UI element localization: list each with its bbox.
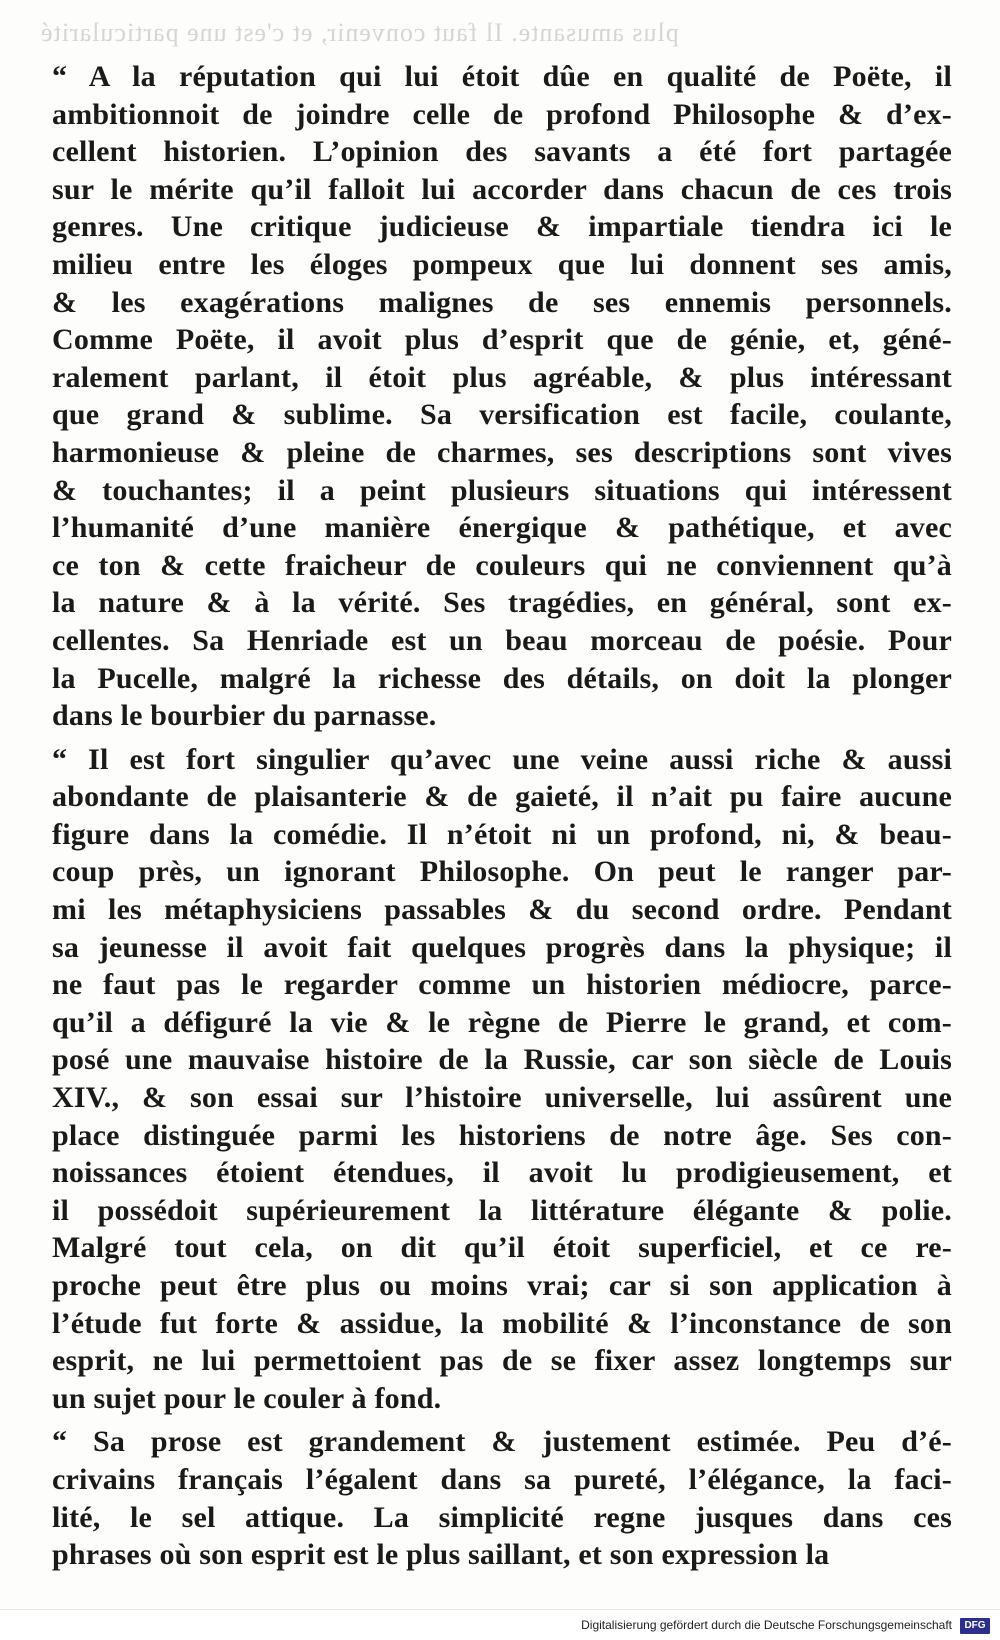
text-line: que grand & sublime. Sa versification est facile, coulante,	[52, 398, 952, 432]
text-line: sur le mérite qu’il falloit lui accorder dans chacun de ces trois	[52, 172, 952, 206]
text-line: coup près, un ignorant Philosophe. On peut le ranger par-	[52, 855, 952, 889]
text-line: lité, le sel attique. La simplicité regne jusques dans ces	[52, 1500, 952, 1534]
text-line: proche peut être plus ou moins vrai; car si son application à	[52, 1269, 952, 1302]
bleed-through-text: plus amusante. Il faut convenir, et c'est une particularité	[40, 18, 679, 47]
text-line: crivains français l’égalent dans sa pureté, l’élégance, la faci-	[52, 1462, 952, 1496]
text-line: dans le bourbier du parnasse.	[52, 699, 437, 733]
text-line: il possédoit supérieurement la littérature élégante & polie.	[52, 1193, 952, 1227]
text-line: phrases où son esprit est le plus saillant, et son expression la	[52, 1538, 830, 1572]
text-line: & touchantes; il a peint plusieurs situations qui intéressent	[52, 473, 952, 507]
funding-credit: Digitalisierung gefördert durch die Deutsche Forschungsgemeinschaft	[581, 1618, 952, 1632]
text-line: “ Il est fort singulier qu’avec une veine aussi riche & aussi	[52, 742, 952, 776]
text-line: l’humanité d’une manière énergique & pathétique, et avec	[52, 511, 952, 545]
paragraph	[52, 1423, 952, 1573]
text-line: figure dans la comédie. Il n’étoit ni un profond, ni, & beau-	[52, 817, 952, 851]
text-line: & les exagérations malignes de ses ennemis personnels.	[52, 285, 952, 319]
text-line: la Pucelle, malgré la richesse des détails, on doit la plonger	[52, 661, 952, 695]
text-line: XIV., & son essai sur l’histoire universelle, lui assûrent une	[52, 1081, 952, 1115]
text-line: la nature & à la vérité. Ses tragédies, en général, sont ex-	[52, 586, 952, 620]
dfg-logo: DFG	[960, 1618, 990, 1634]
text-line: harmonieuse & pleine de charmes, ses descriptions sont vives	[52, 435, 952, 469]
text-line: l’étude fut forte & assidue, la mobilité & l’inconstance de son	[52, 1306, 952, 1340]
text-line: qu’il a défiguré la vie & le règne de Pierre le grand, et com-	[52, 1005, 952, 1039]
body-text	[52, 58, 952, 1580]
text-line: Comme Poëte, il avoit plus d’esprit que de génie, et, géné-	[52, 323, 952, 357]
paragraph	[52, 58, 952, 735]
text-line: cellent historien. L’opinion des savants a été fort partagée	[52, 135, 952, 169]
text-line: ambitionnoit de joindre celle de profond Philosophe & d’ex-	[52, 97, 952, 131]
text-line: mi les métaphysiciens passables & du second ordre. Pendant	[52, 893, 952, 927]
text-line: cellentes. Sa Henriade est un beau morceau de poésie. Pour	[52, 623, 952, 657]
text-line: sa jeunesse il avoit fait quelques progrès dans la physique; il	[52, 930, 952, 964]
text-line: “ Sa prose est grandement & justement estimée. Peu d’é-	[52, 1425, 952, 1459]
text-line: ralement parlant, il étoit plus agréable, & plus intéressant	[52, 360, 952, 394]
text-line: ce ton & cette fraicheur de couleurs qui ne conviennent qu’à	[52, 548, 952, 582]
text-line: un sujet pour le couler à fond.	[52, 1381, 442, 1415]
text-line: abondante de plaisanterie & de gaieté, il n’ait pu faire aucune	[52, 780, 952, 814]
text-line: esprit, ne lui permettoient pas de se fixer assez longtemps sur	[52, 1344, 952, 1378]
text-line: Malgré tout cela, on dit qu’il étoit superficiel, et ce re-	[52, 1231, 952, 1265]
text-line: genres. Une critique judicieuse & impartiale tiendra ici le	[52, 210, 952, 244]
text-line: “ A la réputation qui lui étoit dûe en qualité de Poëte, il	[52, 60, 952, 93]
text-line: posé une mauvaise histoire de la Russie, car son siècle de Louis	[52, 1043, 952, 1077]
text-line: place distinguée parmi les historiens de notre âge. Ses con-	[52, 1118, 952, 1152]
digitization-footer	[0, 1609, 1000, 1640]
text-line: ne faut pas le regarder comme un historien médiocre, parce-	[52, 968, 952, 1002]
text-line: noissances étoient étendues, il avoit lu prodigieusement, et	[52, 1156, 952, 1190]
paragraph	[52, 741, 952, 1418]
text-line: milieu entre les éloges pompeux que lui donnent ses amis,	[52, 247, 952, 281]
